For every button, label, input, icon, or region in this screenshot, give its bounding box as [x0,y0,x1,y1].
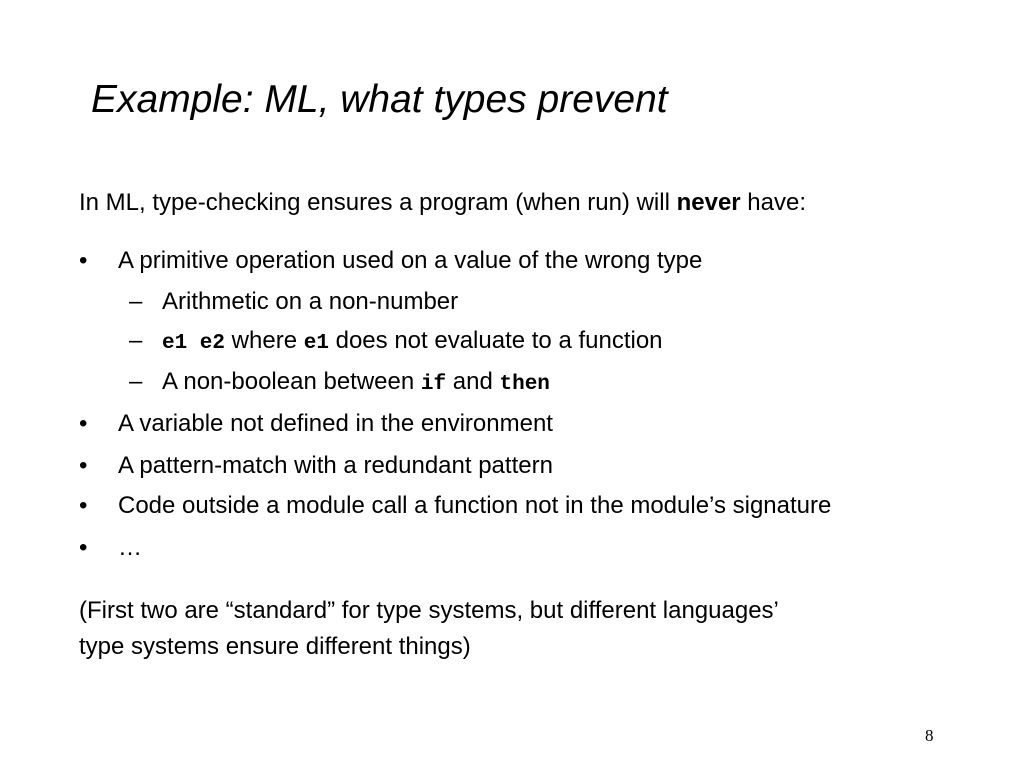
sub-bullet-marker: – [129,368,143,395]
sub-bullet-non-boolean [162,367,550,400]
bullet-redundant-pattern: A pattern-match with a redundant pattern [118,452,553,479]
code-e1-e2: e1 e2 [162,332,226,355]
bullet-marker: • [79,247,88,274]
sub-bullet-text-where: where [225,327,304,354]
bullet-marker: • [79,492,88,519]
sub-bullet-text-not-function: does not evaluate to a function [328,327,663,354]
sub-bullet-text-and: and [446,368,500,395]
intro-emphasis-never: never [676,189,741,216]
bullet-marker: • [79,410,88,437]
sub-bullet-marker: – [129,288,143,315]
bullet-primitive-operation: A primitive operation used on a value of the wrong type [118,247,703,274]
sub-bullet-marker: – [129,327,143,354]
bullet-module-signature: Code outside a module call a function not in the module’s signature [118,492,832,519]
intro-text-end: have: [740,189,807,216]
bullet-marker: • [79,534,88,561]
intro-text-start: In ML, type-checking ensures a program (when run) will [79,189,677,216]
page-number: 8 [925,726,934,745]
sub-bullet-application [162,326,663,359]
sub-bullet-text-non-boolean: A non-boolean between [162,368,421,395]
code-e1: e1 [303,332,329,355]
code-then: then [499,373,550,396]
slide-title: Example: ML, what types prevent [91,78,668,121]
sub-bullet-arithmetic: Arithmetic on a non-number [162,288,459,315]
closing-note-line: (First two are “standard” for type systems, but different languages’ [79,597,779,624]
bullet-ellipsis: … [118,534,142,561]
intro-text [79,188,806,218]
closing-note-line: type systems ensure different things) [79,633,471,660]
bullet-undefined-variable: A variable not defined in the environment [118,410,553,437]
bullet-marker: • [79,452,88,479]
code-if: if [420,373,447,396]
